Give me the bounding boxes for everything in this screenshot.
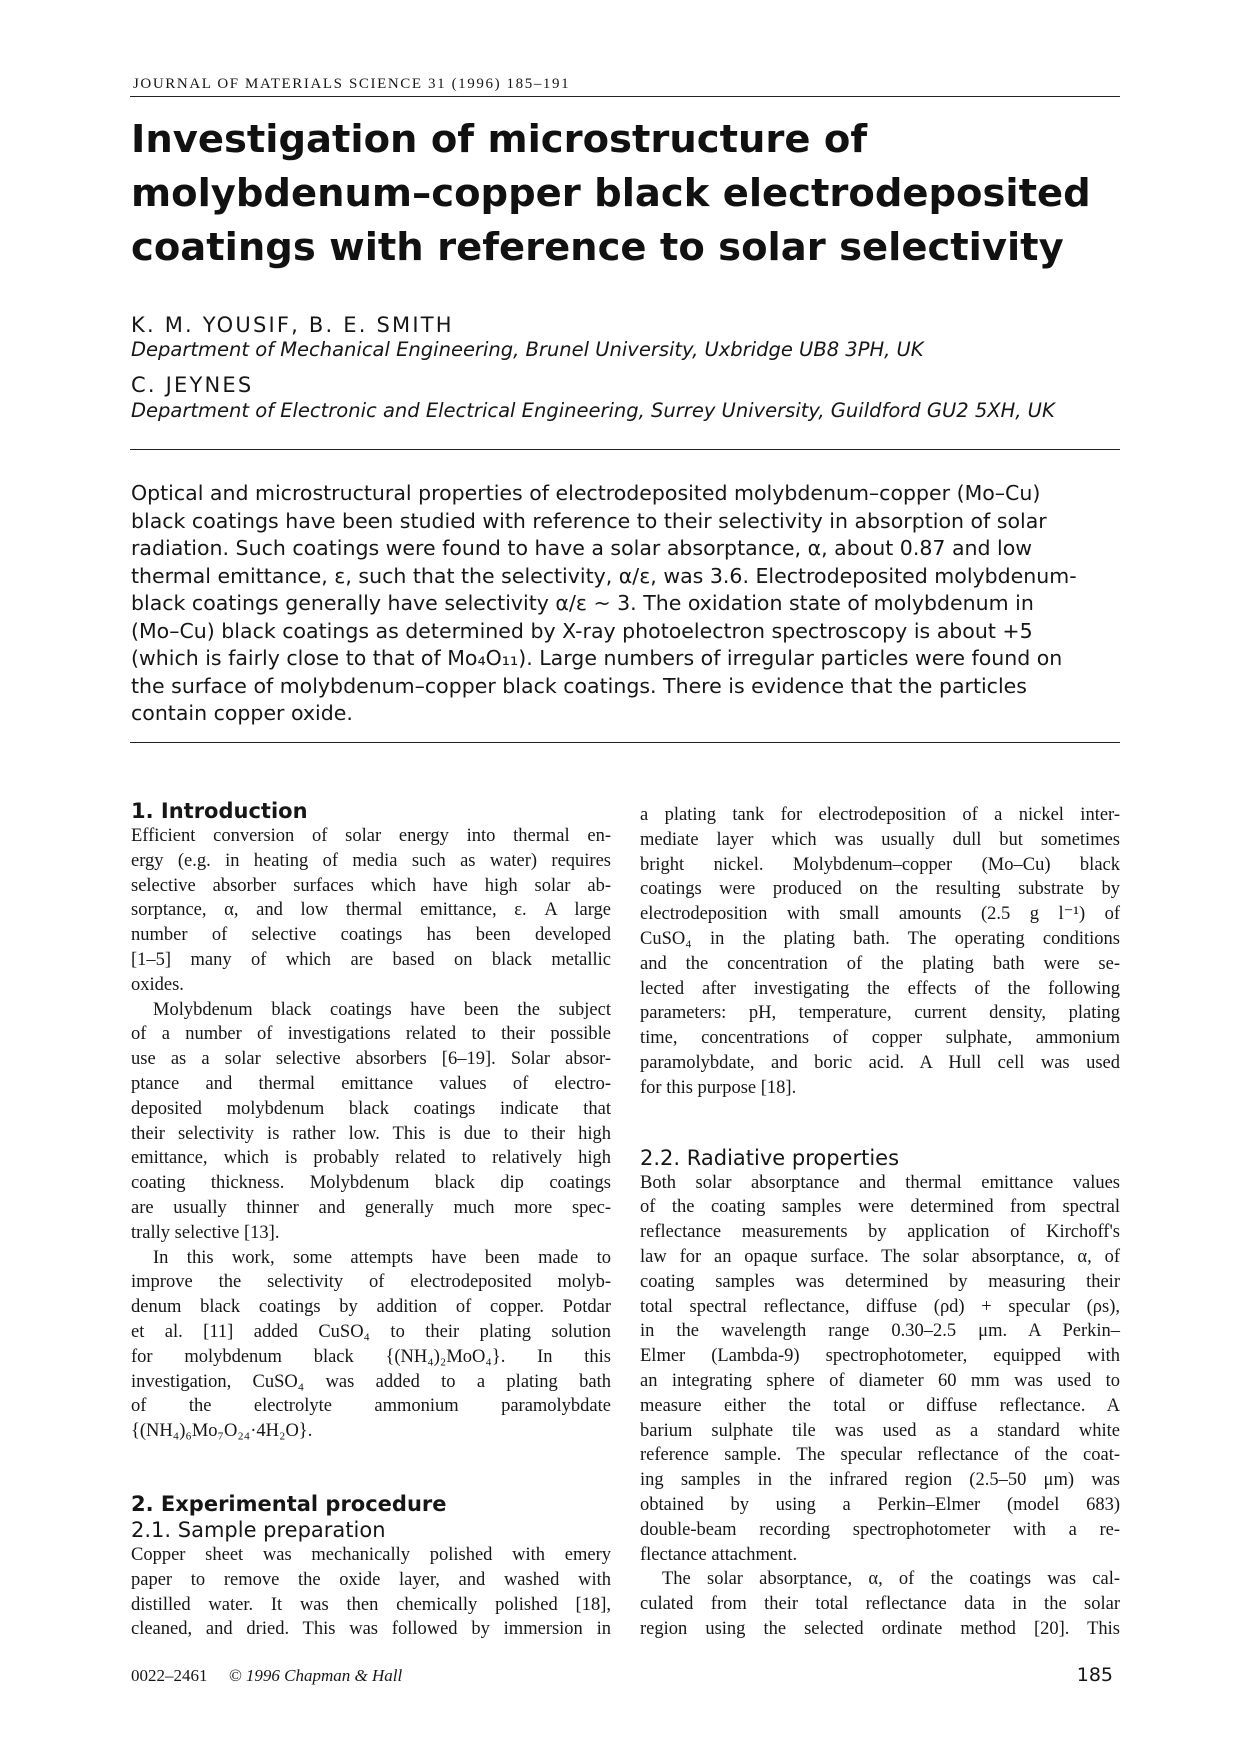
text-line: Molybdenum black coatings have been the subject	[153, 999, 611, 1020]
copyright-notice: © 1996 Chapman & Hall	[228, 1666, 403, 1685]
article-title	[131, 113, 1111, 275]
text-line: Efficient conversion of solar energy into thermal en-	[131, 826, 611, 846]
text-line: mediate layer which was usually dull but sometimes	[640, 829, 1120, 850]
text-line: of a number of investigations related to their possible	[131, 1024, 611, 1045]
text-line: improve the selectivity of electrodeposited molyb-	[131, 1272, 611, 1293]
text-line: parameters: pH, temperature, current density, plating	[640, 1003, 1120, 1024]
radiative-paragraph-1	[640, 1171, 1120, 1568]
sample-paragraph-1	[131, 1543, 611, 1642]
abstract-bottom-rule	[130, 742, 1120, 743]
text-line: reference sample. The specular reflectance of the coat-	[640, 1445, 1120, 1466]
text-line: paper to remove the oxide layer, and washed with	[131, 1569, 611, 1590]
abstract-line: the surface of molybdenum–copper black coatings. There is evidence that the particles	[131, 673, 1027, 698]
text-line: Both solar absorptance and thermal emittance values	[640, 1172, 1120, 1193]
text-line: emittance, which is probably related to relatively high	[131, 1148, 611, 1169]
abstract-line: contain copper oxide.	[131, 701, 353, 725]
abstract-line: (Mo–Cu) black coatings as determined by X-ray photoelectron spectroscopy is about +5	[131, 618, 1033, 643]
text-line: oxides.	[131, 974, 184, 995]
section-heading-experimental: 2. Experimental procedure	[131, 1491, 447, 1516]
abstract-line: thermal emittance, ε, such that the selectivity, α/ε, was 3.6. Electrodeposited molybdenum-	[131, 563, 1077, 588]
text-line: [1–5] many of which are based on black metallic	[131, 949, 611, 970]
text-line: time, concentrations of copper sulphate, ammonium	[640, 1028, 1120, 1049]
text-line: reflectance measurements by application of Kirchoff's	[640, 1222, 1120, 1243]
abstract-line: black coatings generally have selectivity α/ε ~ 3. The oxidation state of molybdenum in	[131, 591, 1034, 615]
author-group-2: C. JEYNES	[131, 373, 254, 397]
text-line: and the concentration of the plating bath were se-	[640, 953, 1120, 974]
text-line: denum black coatings by addition of copper. Potdar	[131, 1297, 611, 1318]
radiative-paragraph-2	[640, 1567, 1120, 1641]
header-rule	[130, 96, 1120, 97]
text-line: bright nickel. Molybdenum–copper (Mo–Cu) black	[640, 854, 1120, 875]
text-line: Elmer (Lambda-9) spectrophotometer, equipped with	[640, 1346, 1120, 1367]
text-line: for molybdenum black {(NH₄)₂MoO₄}. In this	[131, 1346, 611, 1367]
intro-paragraph-1	[131, 824, 611, 998]
text-line: {(NH₄)₆Mo₇O₂₄·4H₂O}.	[131, 1421, 313, 1442]
text-line: trally selective [13].	[131, 1222, 280, 1243]
text-line: paramolybdate, and boric acid. A Hull cell was used	[640, 1052, 1120, 1073]
abstract-line: Optical and microstructural properties of electrodeposited molybdenum–copper (Mo–Cu)	[131, 481, 1041, 505]
text-line: total spectral reflectance, diffuse (ρd) + specular (ρs),	[640, 1296, 1120, 1317]
text-line: sorptance, α, and low thermal emittance, ε. A large	[131, 900, 611, 921]
text-line: in the wavelength range 0.30–2.5 μm. A Perkin–	[640, 1321, 1120, 1342]
subsection-heading-sample-preparation: 2.1. Sample preparation	[131, 1517, 386, 1542]
footer-issn-copyright	[131, 1666, 402, 1686]
text-line: flectance attachment.	[640, 1544, 798, 1565]
page-number: 185	[1076, 1664, 1113, 1686]
text-line: of the coating samples were determined from spectral	[640, 1197, 1120, 1218]
text-line: for this purpose [18].	[640, 1077, 797, 1098]
text-line: coating thickness. Molybdenum black dip coatings	[131, 1173, 611, 1194]
text-line: ptance and thermal emittance values of electro-	[131, 1073, 611, 1094]
issn: 0022–2461	[131, 1666, 208, 1685]
text-line: electrodeposition with small amounts (2.5 g l⁻¹) of	[640, 904, 1120, 925]
text-line: ergy (e.g. in heating of media such as water) requires	[131, 850, 611, 871]
text-line: region using the selected ordinate method [20]. This	[640, 1618, 1120, 1639]
abstract	[131, 480, 1116, 728]
title-line: Investigation of microstructure of	[131, 117, 868, 162]
text-line: measure either the total or diffuse reflectance. A	[640, 1395, 1120, 1416]
text-line: their selectivity is rather low. This is due to their high	[131, 1123, 611, 1144]
text-line: distilled water. It was then chemically polished [18],	[131, 1594, 611, 1615]
text-line: are usually thinner and generally much more spec-	[131, 1197, 611, 1218]
title-line: molybdenum–copper black electrodeposited	[131, 171, 1091, 216]
abstract-line: black coatings have been studied with reference to their selectivity in absorption of solar	[131, 508, 1047, 533]
affiliation-2: Department of Electronic and Electrical Engineering, Surrey University, Guildford GU2 5XH, UK	[131, 399, 1055, 422]
text-line: cleaned, and dried. This was followed by immersion in	[131, 1619, 611, 1640]
text-line: investigation, CuSO₄ was added to a plating bath	[131, 1371, 611, 1392]
text-line: double-beam recording spectrophotometer with a re-	[640, 1519, 1120, 1540]
title-line: coatings with reference to solar selectivity	[131, 225, 1064, 270]
text-line: Copper sheet was mechanically polished with emery	[131, 1544, 611, 1565]
text-line: coatings were produced on the resulting substrate by	[640, 879, 1120, 900]
affiliation-1: Department of Mechanical Engineering, Brunel University, Uxbridge UB8 3PH, UK	[131, 338, 924, 361]
subsection-heading-radiative-properties: 2.2. Radiative properties	[640, 1145, 900, 1170]
text-line: In this work, some attempts have been made to	[153, 1247, 611, 1268]
text-line: use as a solar selective absorbers [6–19]. Solar absor-	[131, 1049, 611, 1070]
text-line: obtained by using a Perkin–Elmer (model 683)	[640, 1494, 1120, 1515]
abstract-line: (which is fairly close to that of Mo₄O₁₁). Large numbers of irregular particles were found on	[131, 646, 1063, 670]
text-line: CuSO₄ in the plating bath. The operating conditions	[640, 928, 1120, 949]
abstract-top-rule	[130, 449, 1120, 450]
left-column	[131, 798, 611, 1642]
text-line: deposited molybdenum black coatings indicate that	[131, 1098, 611, 1119]
sample-paragraph-1-continued	[640, 803, 1120, 1101]
text-line: lected after investigating the effects of the following	[640, 978, 1120, 999]
text-line: culated from their total reflectance data in the solar	[640, 1594, 1120, 1615]
text-line: selective absorber surfaces which have high solar ab-	[131, 875, 611, 896]
text-line: et al. [11] added CuSO₄ to their plating solution	[131, 1321, 611, 1342]
author-group-1: K. M. YOUSIF, B. E. SMITH	[131, 313, 454, 337]
abstract-line: radiation. Such coatings were found to have a solar absorptance, α, about 0.87 and low	[131, 536, 1033, 560]
text-line: an integrating sphere of diameter 60 mm was used to	[640, 1370, 1120, 1391]
journal-header: JOURNAL OF MATERIALS SCIENCE 31 (1996) 185–191	[133, 76, 571, 92]
right-column	[640, 803, 1120, 1642]
text-line: a plating tank for electrodeposition of a nickel inter-	[640, 805, 1120, 825]
text-line: coating samples was determined by measuring their	[640, 1271, 1120, 1292]
section-heading-introduction: 1. Introduction	[131, 799, 308, 823]
intro-paragraph-3	[131, 1246, 611, 1444]
text-line: of the electrolyte ammonium paramolybdate	[131, 1396, 611, 1417]
text-line: law for an opaque surface. The solar absorptance, α, of	[640, 1246, 1120, 1267]
text-line: The solar absorptance, α, of the coatings was cal-	[662, 1569, 1120, 1590]
text-line: ing samples in the infrared region (2.5–50 μm) was	[640, 1470, 1120, 1491]
text-line: number of selective coatings has been developed	[131, 925, 611, 946]
text-line: barium sulphate tile was used as a standard white	[640, 1420, 1120, 1441]
intro-paragraph-2	[131, 998, 611, 1246]
